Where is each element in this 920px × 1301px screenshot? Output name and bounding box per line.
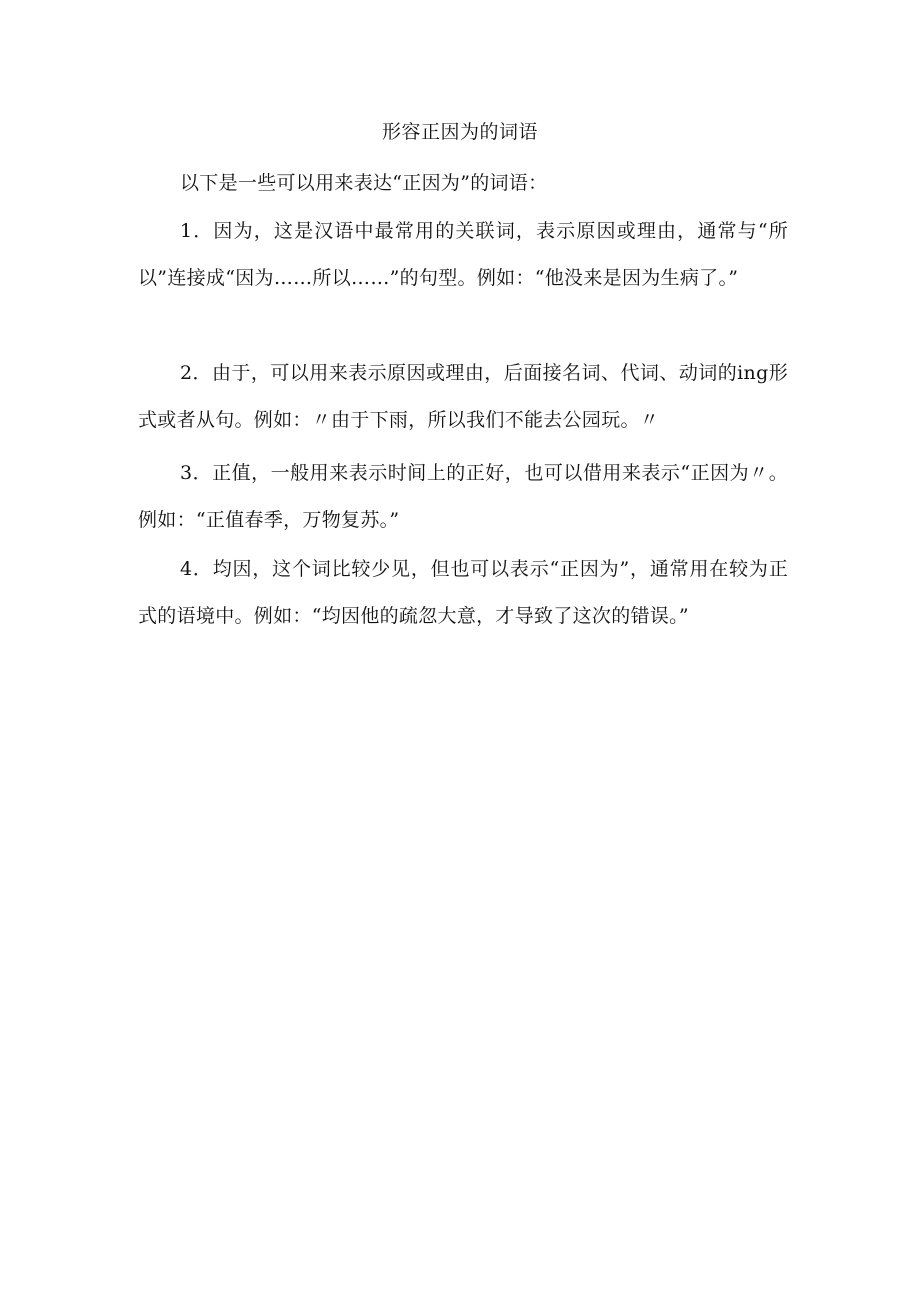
list-item-2: 2．由于，可以用来表示原因或理由，后面接名词、代词、动词的ing形式或者从句。例如：〃由于下雨，所以我们不能去公园玩。〃 bbox=[138, 362, 788, 431]
document-title: 形容正因为的词语 bbox=[381, 121, 538, 143]
intro-paragraph: 以下是一些可以用来表达“正因为”的词语： bbox=[180, 172, 548, 194]
list-item-3: 3．正值，一般用来表示时间上的正好，也可以借用来表示“正因为〃。例如：“正值春季，万物复苏。” bbox=[138, 462, 788, 531]
list-item-1: 1．因为，这是汉语中最常用的关联词，表示原因或理由，通常与“所以”连接成“因为……所以……”的句型。例如：“他没来是因为生病了。” bbox=[138, 220, 788, 289]
list-item-4: 4．均因，这个词比较少见，但也可以表示“正因为”，通常用在较为正式的语境中。例如：“均因他的疏忽大意，才导致了这次的错误。” bbox=[138, 558, 788, 627]
